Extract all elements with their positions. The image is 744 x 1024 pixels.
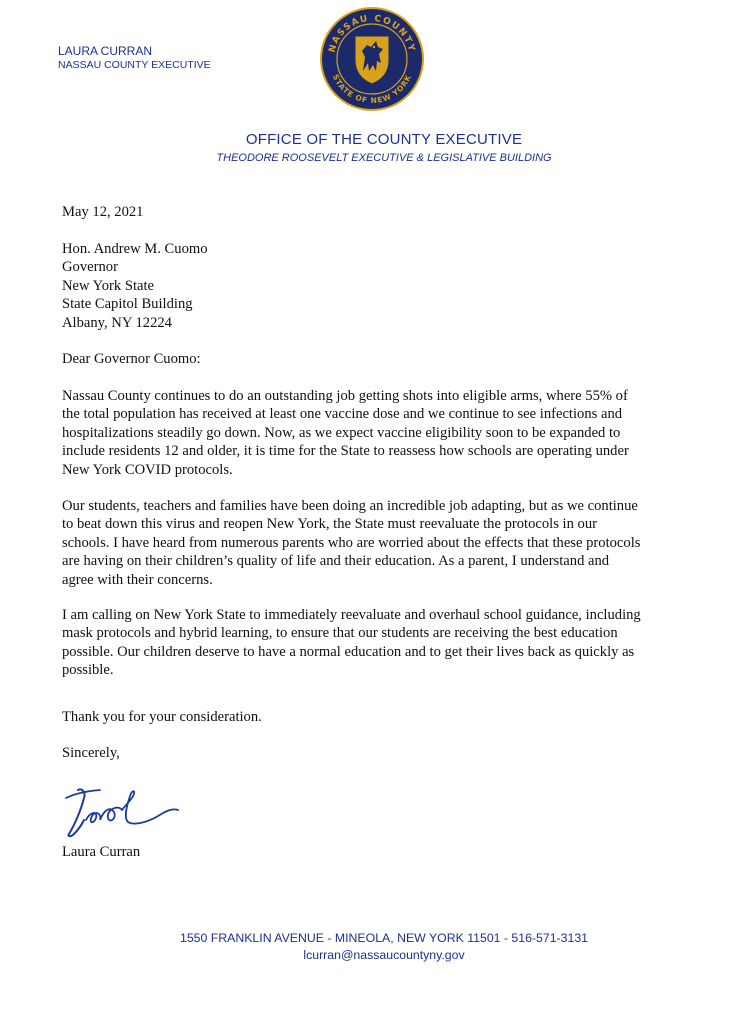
- body-paragraph-1: [62, 387, 680, 479]
- svg-text:STATE OF NEW YORK: STATE OF NEW YORK: [330, 72, 414, 106]
- footer-email[interactable]: lcurran@nassaucountyny.gov: [303, 948, 465, 962]
- executive-block: [58, 44, 211, 72]
- executive-name: LAURA CURRAN: [58, 44, 153, 58]
- footer-address: 1550 FRANKLIN AVENUE - MINEOLA, NEW YORK 11501 - 516-571-3131: [179, 931, 589, 945]
- paragraph-line: Nassau County continues to do an outstanding job getting shots into eligible arms, where 55% of: [62, 388, 628, 404]
- signature-icon: [62, 780, 182, 840]
- thanks-line: Thank you for your consideration.: [62, 709, 262, 725]
- svg-text:NASSAU COUNTY: NASSAU COUNTY: [327, 13, 417, 54]
- county-seal-icon: [318, 5, 426, 113]
- closing: Sincerely,: [62, 745, 120, 761]
- paragraph-line: I am calling on New York State to immediately reevaluate and overhaul school guidance, including: [62, 607, 641, 623]
- paragraph-line: New York COVID protocols.: [62, 461, 233, 478]
- executive-title: NASSAU COUNTY EXECUTIVE: [58, 59, 211, 71]
- office-title: OFFICE OF THE COUNTY EXECUTIVE: [245, 131, 523, 148]
- signer-name: Laura Curran: [62, 844, 141, 860]
- recipient-address: [62, 240, 680, 332]
- recipient-line: Hon. Andrew M. Cuomo: [62, 241, 208, 257]
- body-paragraph-2: [62, 497, 680, 589]
- recipient-line: State Capitol Building: [62, 296, 193, 313]
- paragraph-line: possible. Our children deserve to have a normal education and to get their lives back as quickly as: [62, 643, 635, 660]
- paragraph-line: include residents 12 and older, it is time for the State to reassess how schools are operating under: [62, 443, 629, 460]
- paragraph-line: possible.: [62, 662, 114, 679]
- recipient-line: Governor: [62, 259, 118, 276]
- recipient-line: New York State: [62, 277, 155, 294]
- paragraph-line: schools. I have heard from numerous parents who are worried about the effects that these protocols: [62, 534, 641, 551]
- office-building: THEODORE ROOSEVELT EXECUTIVE & LEGISLATIVE BUILDING: [216, 152, 552, 164]
- paragraph-line: hospitalizations steadily go down. Now, as we expect vaccine eligibility soon to be expanded to: [62, 424, 621, 441]
- letter-date: May 12, 2021: [62, 204, 144, 220]
- body-paragraph-3: [62, 606, 680, 680]
- paragraph-line: mask protocols and hybrid learning, to ensure that our students are receiving the best education: [62, 625, 618, 642]
- recipient-line: Albany, NY 12224: [62, 314, 172, 331]
- paragraph-line: are having on their children’s quality of life and their education. As a parent, I understand and: [62, 553, 610, 570]
- salutation: Dear Governor Cuomo:: [62, 351, 201, 367]
- paragraph-line: agree with their concerns.: [62, 571, 213, 588]
- paragraph-line: to beat down this virus and reopen New York, the State must reevaluate the protocols in our: [62, 516, 597, 533]
- paragraph-line: Our students, teachers and families have been doing an incredible job adapting, but as we continue: [62, 498, 638, 514]
- paragraph-line: the total population has received at least one vaccine dose and we continue to see infections and: [62, 406, 623, 423]
